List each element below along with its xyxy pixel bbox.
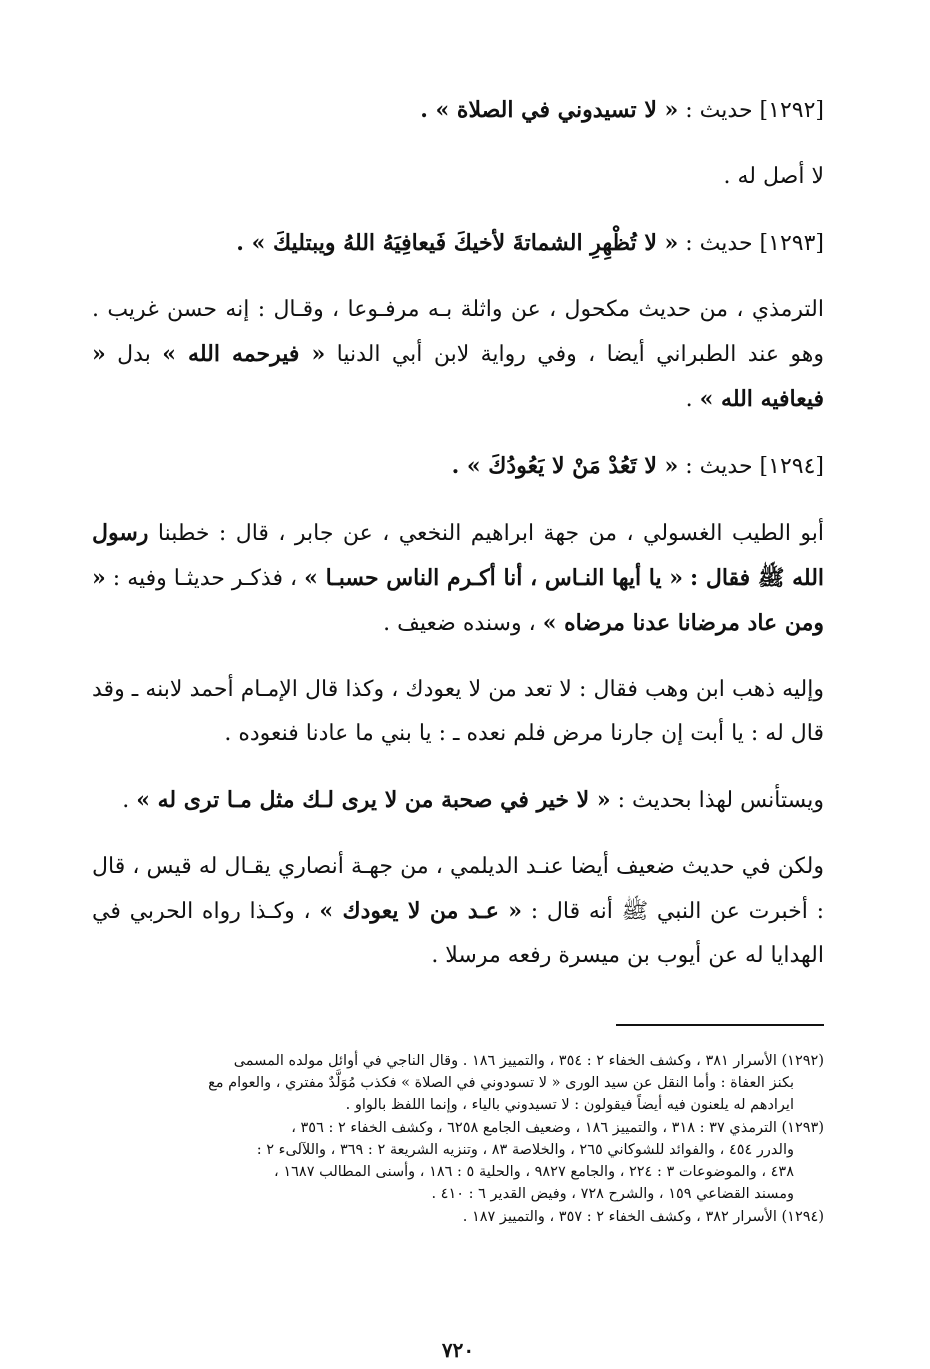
commentary-text: ، وكـذا رواه الحربي في الهدايا له عن أيوب بن ميسرة رفعه مرسلا . (92, 899, 824, 968)
hadith-number: [١٢٩٤] حديث : (685, 454, 824, 479)
footnote-divider (616, 1024, 824, 1026)
hadith-1293-commentary (92, 288, 824, 422)
footnotes (92, 1050, 824, 1229)
footnote-line: ايرادهم له يلعنون فيه أيضاً فيقولون : لا تسيدوني بالياء ، وإنما اللفظ بالواو . (345, 1097, 794, 1113)
footnote-line: ومسند القضاعي ١٥٩ ، والشرح ٧٢٨ ، وفيض القدير ٦ : ٤١٠ . (431, 1186, 794, 1202)
commentary-text: . (122, 788, 130, 813)
commentary-text: رسول الله ﷺ فقال : (92, 520, 825, 591)
quoted-phrase: « ومن عاد مرضانا عدنا مرضاه » (92, 565, 824, 636)
commentary-text: بدل (117, 342, 151, 367)
hadith-1293-heading (92, 221, 824, 266)
hadith-1294-commentary-4 (92, 845, 824, 978)
hadith-text: « لا تسيدوني في الصلاة » . (420, 97, 679, 123)
page-number: ٧٢٠ (441, 1338, 475, 1362)
footnote-line: والدرر ٤٥٤ ، والفوائد للشوكاني ٢٦٥ ، والخلاصة ٨٣ ، وتنزيه الشريعة ٢ : ٣٦٩ ، واللآلىء ٢ : (256, 1142, 794, 1158)
hadith-number: [١٢٩٣] حديث : (685, 231, 824, 256)
hadith-text: « لا تَعُدْ مَنْ لا يَعُودُكَ » . (451, 453, 679, 479)
main-text (92, 88, 825, 1362)
commentary-text: الترمذي ، من حديث مكحول ، عن واثلة بـه مرفـوعا ، وقـال : إنه حسن غريب . وهو عند الطبراني أيضا ، وفي رواية لابن أبي الدنيا (92, 297, 825, 367)
commentary-text: ولكن في حديث ضعيف أيضا عنـد الديلمي ، من جهـة أنصاري يقـال له قيس ، قال : أخبرت عن النبي ﷺ أنه قال : (92, 854, 824, 924)
commentary-text: ، وسنده ضعيف . (383, 611, 536, 636)
hadith-1294-heading (92, 444, 824, 489)
hadith-number: [١٢٩٢] حديث : (685, 98, 824, 123)
footnote-line: (١٢٩٤) الأسرار ٣٨٢ ، وكشف الخفاء ٢ : ٣٥٧ ، والتمييز ١٨٧ . (462, 1209, 824, 1225)
commentary-text: ويستأنس لهذا بحديث : (617, 788, 824, 813)
hadith-1292-comment: لا أصل له . (723, 164, 824, 189)
footnote-line: (١٢٩٢) الأسرار ٣٨١ ، وكشف الخفاء ٢ : ٣٥٤ ، والتمييز ١٨٦ . وقال الناجي في أوائل مولده المسمى (233, 1053, 824, 1069)
quoted-phrase: « فيعافيه الله » (92, 341, 824, 412)
quoted-phrase: « لا خير في صحبة من لا يرى لـك مثل مـا ترى له » (136, 787, 611, 813)
quoted-phrase: « يا أيها النـاس ، أنا أكـرم الناس حسبـا » (304, 565, 684, 591)
quoted-phrase: « فيرحمه الله » (162, 341, 326, 367)
commentary-text: أبو الطيب الغسولي ، من جهة ابراهيم النخعي ، عن جابر ، قال : خطبنا (157, 521, 825, 546)
quoted-phrase: « عـد من لا يعودك » (319, 898, 523, 924)
commentary-text: ، فذكـر حديثـا وفيه : (112, 566, 298, 591)
footnote-line: (١٢٩٣) الترمذي ٣٧ : ٣١٨ ، والتمييز ١٨٦ ، وضعيف الجامع ٦٢٥٨ ، وكشف الخفاء ٢ : ٣٥٦ ، (291, 1120, 824, 1136)
footnote-line: ٤٣٨ ، والموضوعات ٣ : ٢٢٤ ، والجامع ٩٨٢٧ ، والحلية ٥ : ١٨٦ ، وأسنى المطالب ١٦٨٧ ، (274, 1164, 794, 1180)
hadith-1292-heading (92, 88, 824, 133)
footnote-1293 (92, 1117, 824, 1205)
footnote-line: بكنز العفاة : وأما النقل عن سيد الورى « لا تسودوني في الصلاة » فكذب مُوَلَّدٌ مفتري ، والعوام مع (208, 1075, 794, 1091)
hadith-1294-commentary-3 (92, 778, 824, 823)
commentary-text: . (685, 387, 693, 412)
hadith-text: « لا تُظْهِرِ الشماتةَ لأخيكَ فَيعافِيَهُ اللهُ ويبتليكَ » . (236, 230, 679, 256)
hadith-1294-commentary-2: وإليه ذهب ابن وهب فقال : لا تعد من لا يعودك ، وكذا قال الإمـام أحمد لابنه ـ وقد قال له : يا أبت إن جارنا مرض فلم نعده ـ : يا بني ما عادنا فنعوده . (92, 677, 824, 746)
footnote-1292 (92, 1050, 824, 1116)
footnote-1294 (92, 1206, 824, 1228)
hadith-1294-commentary-1 (92, 511, 824, 646)
